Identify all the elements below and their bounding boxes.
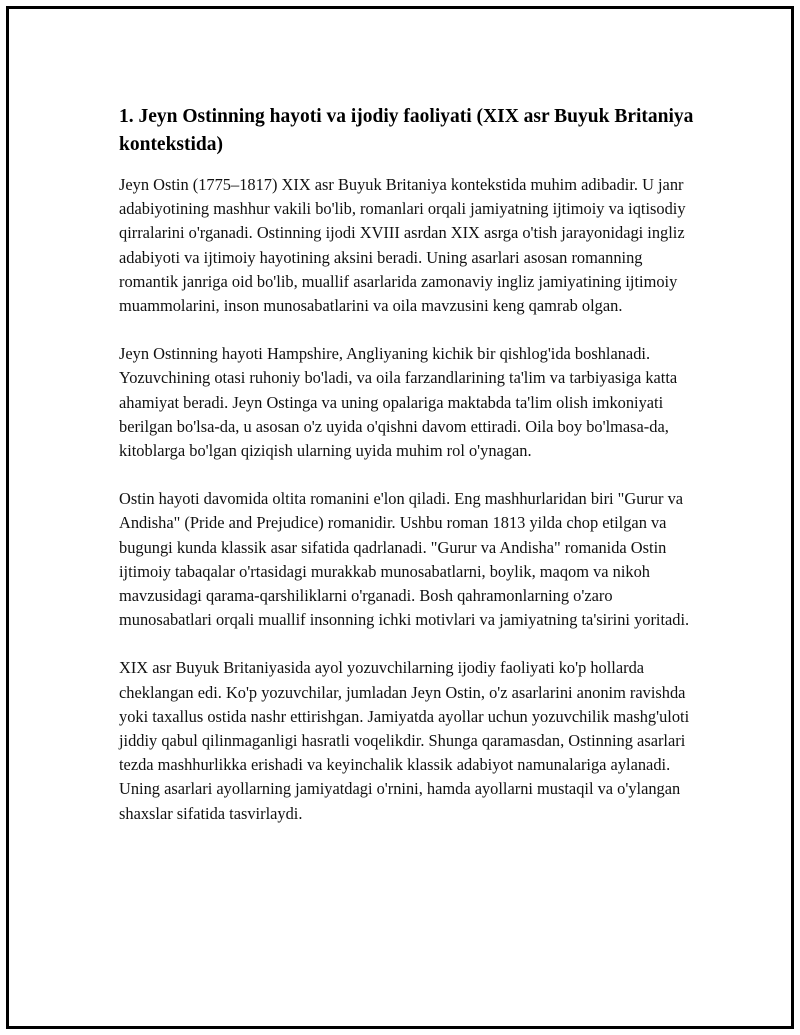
paragraph-early-life: Jeyn Ostinning hayoti Hampshire, Angliyaning kichik bir qishlog'ida boshlanadi. Yozuvchining otasi ruhoniy bo'ladi, va oila farzandlarining ta'lim va tarbiyasiga katta ahamiyat beradi. Jeyn Ostinga va uning opalariga maktabda ta'lim olish imkoniyati berilgan bo'lsa-da, u asosan o'z uyida o'qishni davom ettiradi. Oila boy bo'lmasa-da, kitoblarga bo'lgan qiziqish ularning uyida muhim rol o'ynagan. bbox=[119, 344, 678, 461]
document-body bbox=[119, 103, 694, 850]
paragraph-intro: Jeyn Ostin (1775–1817) XIX asr Buyuk Britaniya kontekstida muhim adibadir. U janr adabiyotining mashhur vakili bo'lib, romanlari orqali jamiyatning ijtimoiy va iqtisodiy qirralarini o'rganadi. Ostinning ijodi XVIII asrdan XIX asrga o'tish jarayonidagi ingliz adabiyoti va ijtimoiy hayotining aksini beradi. Uning asarlari asosan romanning romantik janriga oid bo'lib, muallif asarlarida zamonaviy ingliz jamiyatining ijtimoiy muammolarini, inson munosabatlarini va oila mavzusini keng qamrab olgan. bbox=[119, 175, 686, 316]
paragraph-novels: Ostin hayoti davomida oltita romanini e'lon qiladi. Eng mashhurlaridan biri "Gurur va Andisha" (Pride and Prejudice) romanidir. Ushbu roman 1813 yilda chop etilgan va bugungi kunda klassik asar sifatida qadrlanadi. "Gurur va Andisha" romanida Ostin ijtimoiy tabaqalar o'rtasidagi murakkab munosabatlarni, boylik, maqom va nikoh mavzusidagi qarama-qarshiliklarni o'rganadi. Bosh qahramonlarning o'zaro munosabatlari orqali muallif insonning ichki motivlari va jamiyatning ta'sirini yoritadi. bbox=[119, 489, 690, 630]
paragraph-women-writers: XIX asr Buyuk Britaniyasida ayol yozuvchilarning ijodiy faoliyati ko'p hollarda cheklangan edi. Ko'p yozuvchilar, jumladan Jeyn Ostin, o'z asarlarini anonim ravishda yoki taxallus ostida nashr ettirishgan. Jamiyatda ayollar uchun yozuvchilik mashg'uloti jiddiy qabul qilinmaganligi hasratli voqelikdir. Shunga qaramasdan, Ostinning asarlari tezda mashhurlikka erishadi va keyinchalik klassik adabiyot namunalariga aylanadi. Uning asarlari ayollarning jamiyatdagi o'rnini, hamda ayollarni mustaqil va o'ylangan shaxslar sifatida tasvirlaydi. bbox=[119, 658, 690, 823]
section-heading: 1. Jeyn Ostinning hayoti va ijodiy faoliyati (XIX asr Buyuk Britaniya kontekstida) bbox=[119, 106, 694, 155]
page-frame bbox=[6, 6, 794, 1029]
